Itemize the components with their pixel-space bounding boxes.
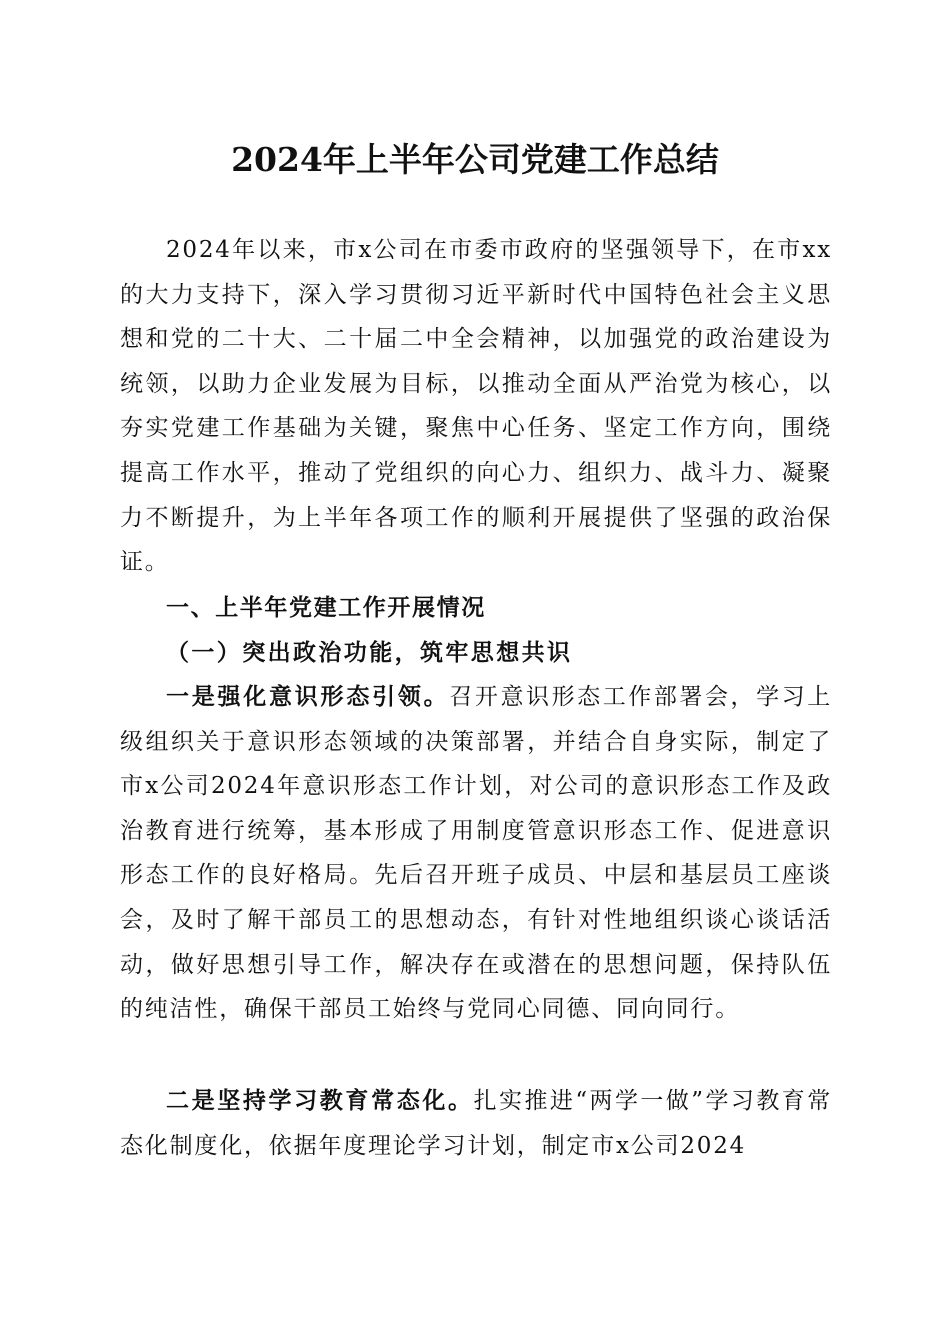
item-1-text: 召开意识形态工作部署会，学习上级组织关于意识形态领域的决策部署，并结合自身实际，制定了市x公司2024年意识形态工作计划，对公司的意识形态工作及政治教育进行统筹，基本形成了用制度管意识形态工作、促进意识形态工作的良好格局。先后召开班子成员、中层和基层员工座谈会，及时了解干部员工的思想动态，有针对性地组织谈心谈话活动，做好思想引导工作，解决存在或潜在的思想问题，保持队伍的纯洁性，确保干部员工始终与党同心同德、同向同行。	[120, 684, 833, 1023]
intro-paragraph: 2024年以来，市x公司在市委市政府的坚强领导下，在市xx的大力支持下，深入学习贯彻习近平新时代中国特色社会主义思想和党的二十大、二十届二中全会精神，以加强党的政治建设为统领，以助力企业发展为目标，以推动全面从严治党为核心，以夯实党建工作基础为关键，聚焦中心任务、坚定工作方向，围绕提高工作水平，推动了党组织的向心力、组织力、战斗力、凝聚力不断提升，为上半年各项工作的顺利开展提供了坚强的政治保证。	[120, 237, 832, 576]
item-1-lead: 一是强化意识形态引领。	[166, 684, 450, 710]
document-title: 2024年上半年公司党建工作总结	[231, 140, 719, 179]
item-2-lead: 二是坚持学习教育常态化。	[166, 1088, 474, 1114]
item-2-paragraph	[120, 1079, 832, 1168]
item-2-text: 扎实推进“两学一做”学习教育常态化制度化，依据年度理论学习计划，制定市x公司2024	[120, 1088, 832, 1159]
subsection-heading: （一）突出政治功能，筑牢思想共识	[166, 639, 573, 666]
item-1-paragraph	[120, 675, 832, 1032]
item-1-block	[120, 675, 832, 1032]
section-heading: 一、上半年党建工作开展情况	[166, 595, 486, 621]
intro-paragraph-block	[120, 228, 832, 585]
item-2-block	[120, 1079, 832, 1168]
